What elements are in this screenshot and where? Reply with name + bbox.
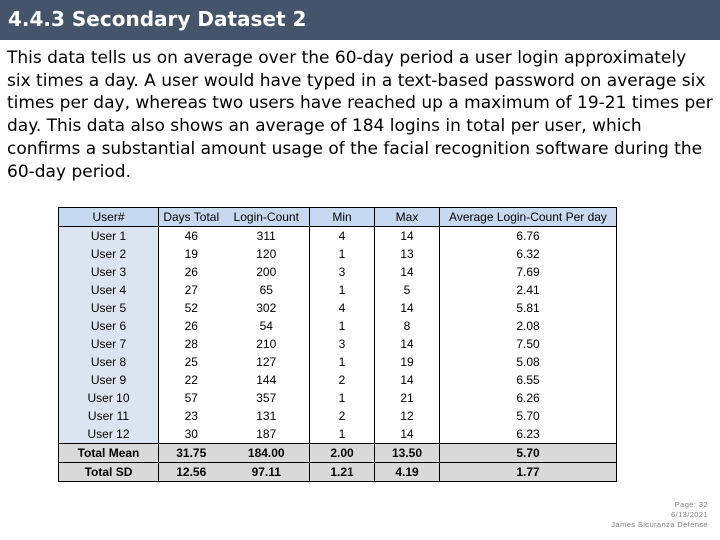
cell-min: 2 [310,371,375,389]
cell-min: 1 [310,317,375,335]
cell-days-total: 22 [159,371,224,389]
cell-days-total: 28 [159,335,224,353]
cell-login-count: 131 [256,409,277,423]
table-row [59,263,617,281]
table-row [59,389,617,407]
header-cell-average: Average Login-Count Per day [440,208,617,227]
cell-average: 6.32 [440,245,617,263]
cell-user: User 8 [59,353,159,371]
cell-days-total: 46 [159,227,224,246]
cell-days-total: 12.56 [159,463,224,482]
cell-login-count: 210 [256,337,277,351]
cell-average: 5.81 [440,299,617,317]
cell-login-count: 120 [256,247,277,261]
table-header [59,208,617,227]
cell-days-total: 26 [159,263,224,281]
cell-login-count: 54 [259,319,273,333]
secondary-dataset-table [58,207,617,482]
cell-user: User 11 [59,407,159,425]
total-sd-row [59,463,617,482]
cell-min: 1 [310,245,375,263]
cell-user: User 10 [59,389,159,407]
cell-min: 3 [310,335,375,353]
cell-max: 14 [375,371,440,389]
table-row [59,281,617,299]
cell-user: User 9 [59,371,159,389]
cell-max: 13 [375,245,440,263]
cell-days-total: 27 [159,281,224,299]
cell-user: Total SD [59,463,159,482]
table-row [59,245,617,263]
cell-min: 1 [310,353,375,371]
table-row [59,425,617,444]
cell-average: 2.08 [440,317,617,335]
table-row [59,227,617,246]
header-cell-user: User# [59,208,159,227]
cell-max: 19 [375,353,440,371]
cell-user: User 6 [59,317,159,335]
table-row [59,371,617,389]
total-mean-row [59,444,617,463]
cell-max: 14 [375,335,440,353]
table-row [59,407,617,425]
cell-min: 3 [310,263,375,281]
cell-login-count: 144 [256,373,277,387]
cell-login-count: 184.00 [224,444,310,463]
cell-average: 2.41 [440,281,617,299]
cell-days-total: 31.75 [159,444,224,463]
cell-average: 7.50 [440,335,617,353]
slide-title: 4.4.3 Secondary Dataset 2 [8,7,307,31]
slide-title-bar [0,0,720,40]
cell-min: 4 [310,227,375,246]
footer-author: James Sicuranza Defense [611,520,708,529]
cell-max: 14 [375,299,440,317]
table-row [59,317,617,335]
cell-days-total: 57 [159,389,224,407]
cell-max: 21 [375,389,440,407]
cell-max: 14 [375,227,440,246]
body-paragraph: This data tells us on average over the 60-day period a user login approximately six times a day. A user would have typed in a text-based password on average six times per day, whereas two users have reached up a maximum of 19-21 times per day. This data also shows an average of 184 logins in total per user, which confirms a substantial amount usage of the facial recognition software during the 60-day period. [7,48,713,182]
slide-footer [611,500,708,530]
table-row [59,299,617,317]
cell-login-count: 311 [256,229,276,243]
cell-max: 14 [375,263,440,281]
table-body [59,227,617,482]
table-row [59,335,617,353]
cell-min: 4 [310,299,375,317]
cell-days-total: 23 [159,407,224,425]
cell-login-count: 97.11 [224,463,310,482]
cell-days-total: 26 [159,317,224,335]
header-cell-login-count: Login-Count [224,208,310,227]
cell-min: 1 [310,281,375,299]
cell-days-total: 30 [159,425,224,444]
cell-average: 6.55 [440,371,617,389]
cell-average: 6.23 [440,425,617,444]
cell-user: User 3 [59,263,159,281]
cell-login-count: 200 [256,265,277,279]
cell-min: 1.21 [310,463,375,482]
cell-login-count: 357 [256,391,277,405]
header-cell-min: Min [310,208,375,227]
cell-average: 5.70 [440,444,617,463]
cell-average: 5.08 [440,353,617,371]
cell-max: 14 [375,425,440,444]
header-cell-max: Max [375,208,440,227]
cell-max: 5 [375,281,440,299]
cell-max: 8 [375,317,440,335]
cell-average: 7.69 [440,263,617,281]
cell-min: 1 [310,389,375,407]
footer-page: Page: 32 [674,500,708,509]
cell-user: User 5 [59,299,159,317]
cell-login-count: 302 [256,301,277,315]
cell-login-count: 65 [259,283,273,297]
cell-average: 6.76 [440,227,617,246]
cell-max: 4.19 [375,463,440,482]
cell-average: 1.77 [440,463,617,482]
footer-date: 6/13/2021 [671,510,708,519]
cell-max: 13.50 [375,444,440,463]
table-header-row [59,208,617,227]
cell-login-count: 187 [256,427,277,441]
cell-min: 2 [310,407,375,425]
cell-min: 1 [310,425,375,444]
cell-min: 2.00 [310,444,375,463]
cell-user: User 1 [59,227,159,246]
cell-user: User 7 [59,335,159,353]
cell-user: User 4 [59,281,159,299]
cell-max: 12 [375,407,440,425]
cell-average: 5.70 [440,407,617,425]
cell-days-total: 19 [159,245,224,263]
cell-user: User 12 [59,425,159,444]
cell-user: Total Mean [59,444,159,463]
header-cell-days-total: Days Total [159,208,224,227]
cell-average: 6.26 [440,389,617,407]
table-row [59,353,617,371]
cell-days-total: 52 [159,299,224,317]
cell-login-count: 127 [256,355,277,369]
cell-days-total: 25 [159,353,224,371]
cell-user: User 2 [59,245,159,263]
